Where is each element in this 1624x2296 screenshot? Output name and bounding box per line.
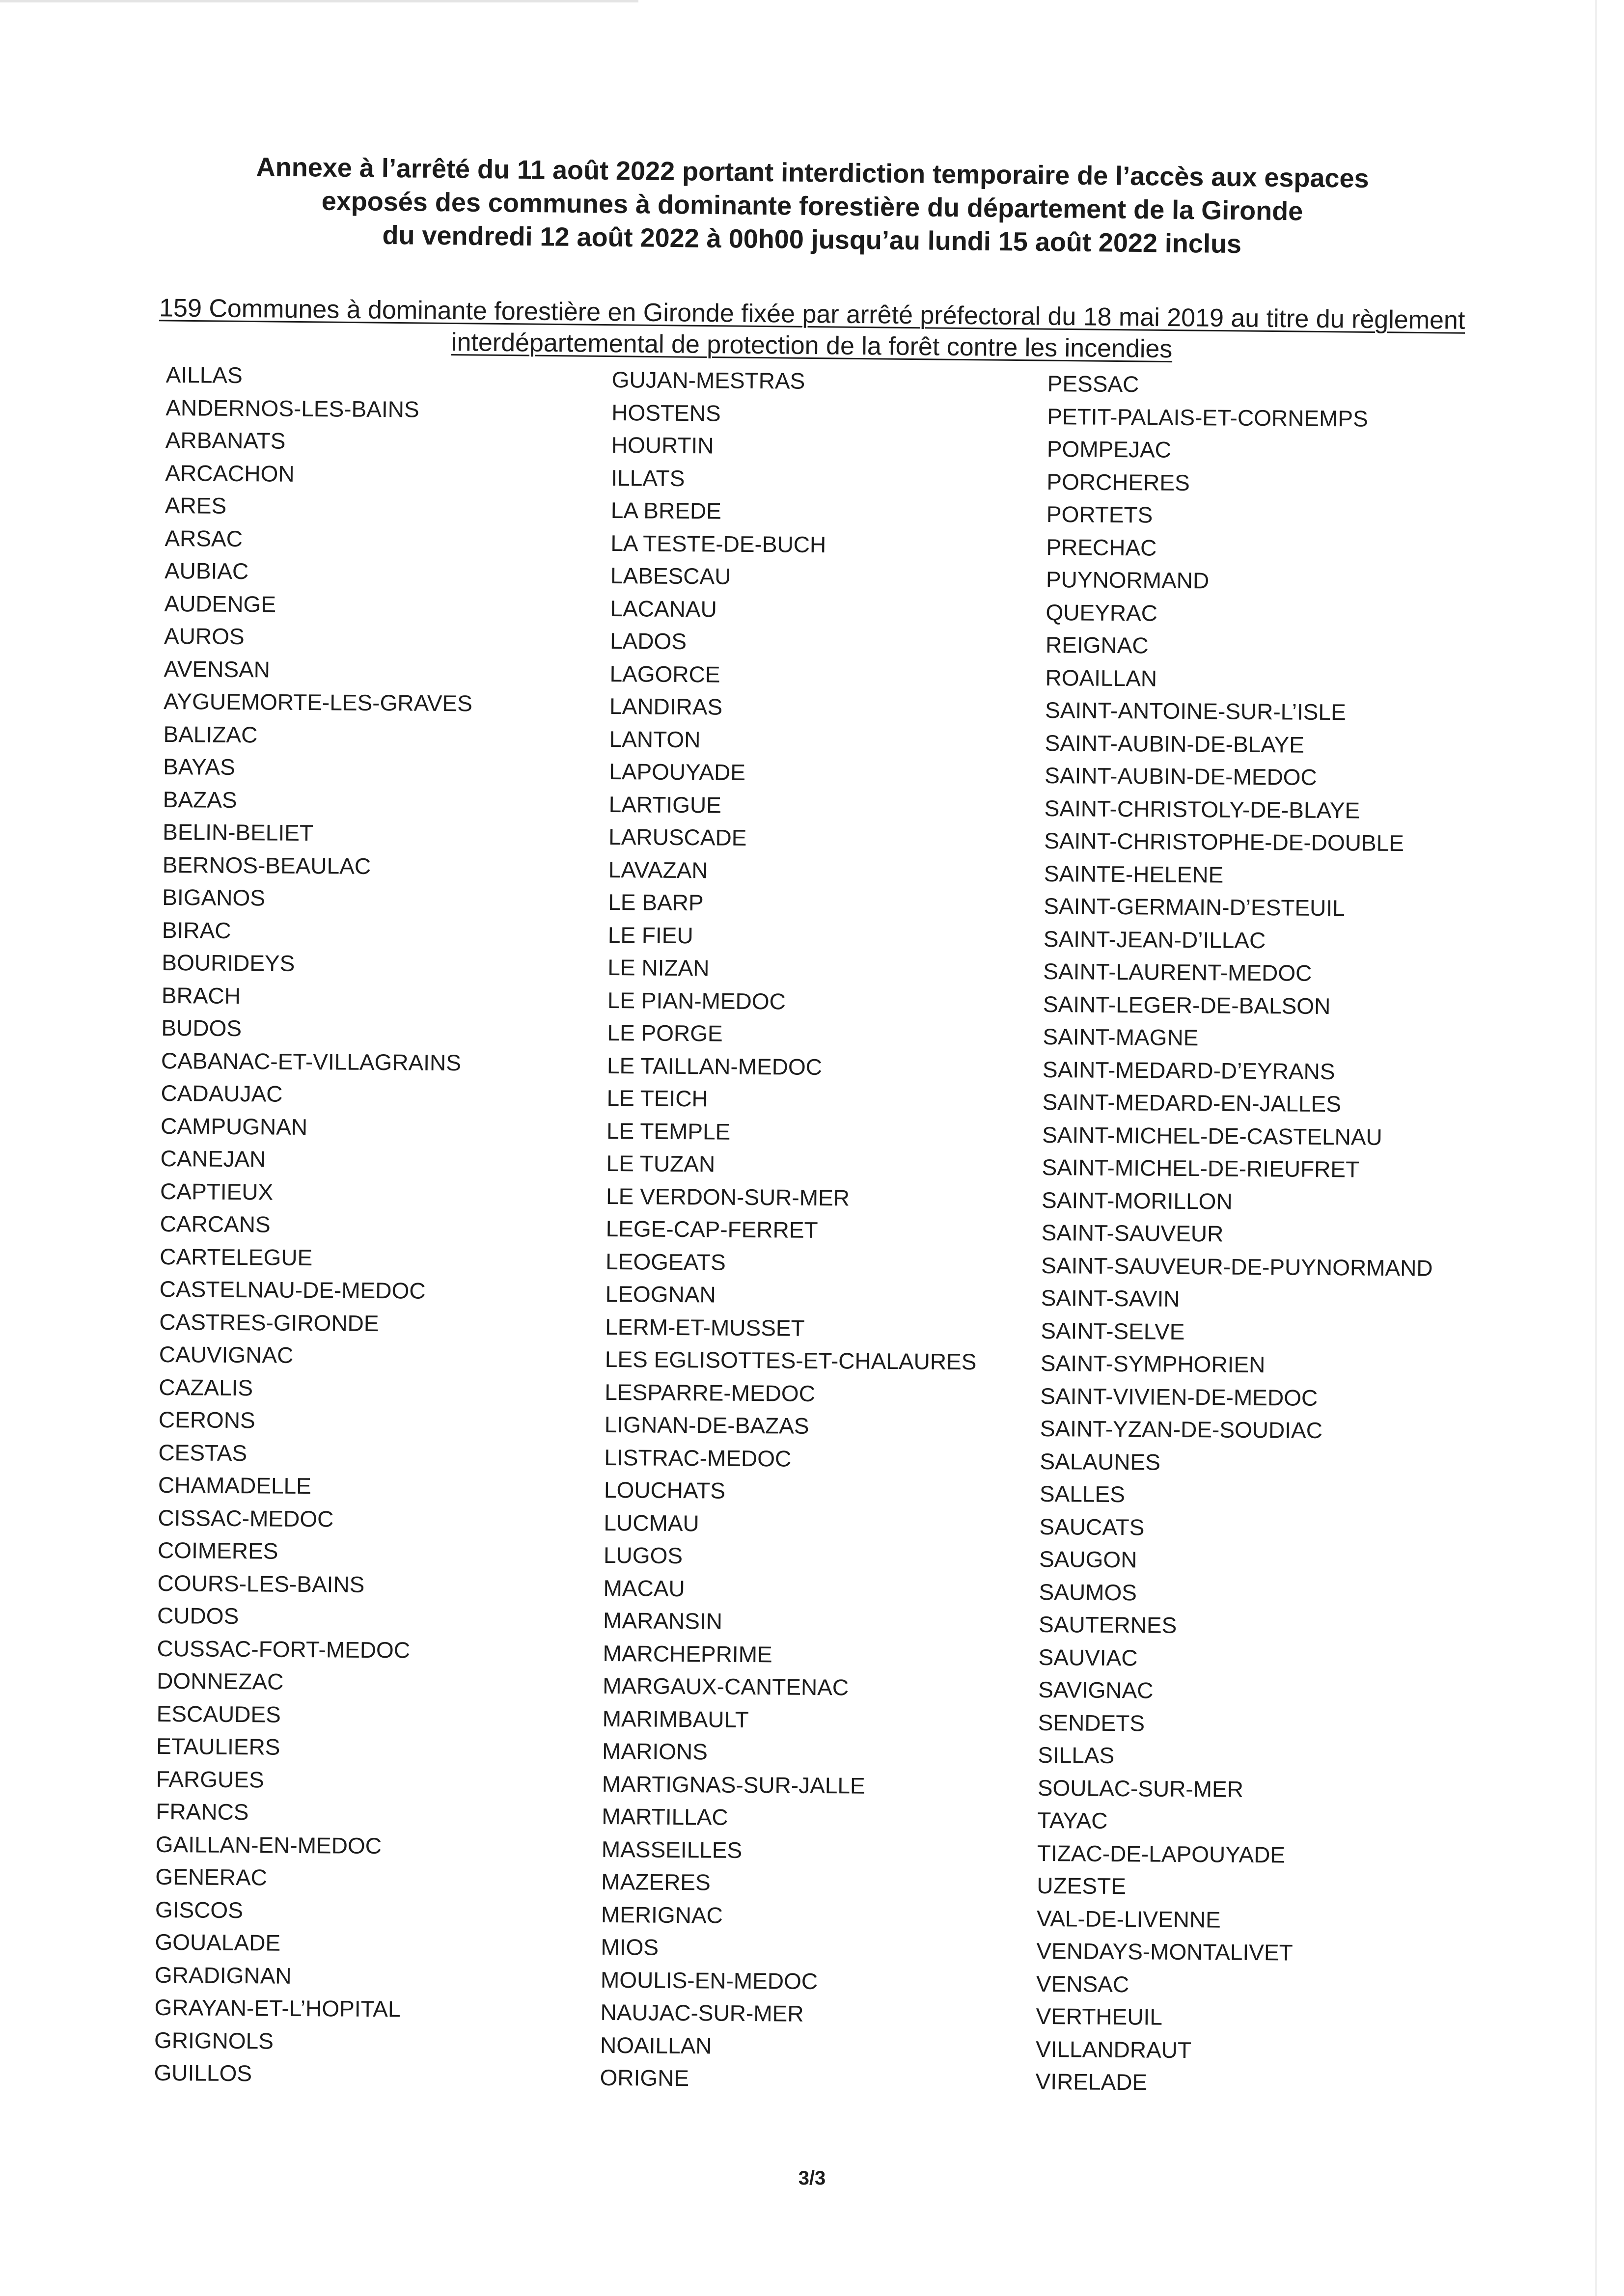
commune-item: ARCACHON — [165, 460, 295, 487]
title-line: exposés des communes à dominante forestière du département de la Gironde — [321, 186, 1303, 226]
commune-item: LESPARRE-MEDOC — [605, 1379, 816, 1406]
commune-item: SAINT-CHRISTOPHE-DE-DOUBLE — [1044, 827, 1404, 856]
commune-item: LERM-ET-MUSSET — [605, 1313, 805, 1341]
commune-item: ANDERNOS-LES-BAINS — [165, 394, 419, 422]
commune-item: CERONS — [158, 1406, 255, 1433]
commune-item: REIGNAC — [1045, 631, 1149, 658]
commune-item: LANDIRAS — [609, 693, 723, 720]
commune-item: SAINT-MICHEL-DE-CASTELNAU — [1042, 1121, 1382, 1150]
commune-item: GENERAC — [155, 1863, 268, 1890]
commune-item: LEOGNAN — [605, 1281, 716, 1308]
commune-item: DONNEZAC — [157, 1667, 284, 1695]
commune-item: AUDENGE — [164, 590, 276, 617]
commune-item: SAINT-JEAN-D’ILLAC — [1043, 926, 1266, 953]
commune-item: NAUJAC-SUR-MER — [600, 1999, 804, 2026]
commune-item: BELIN-BELIET — [163, 819, 314, 846]
commune-item: CAZALIS — [159, 1374, 253, 1400]
commune-item: AUBIAC — [164, 557, 249, 584]
commune-item: CUDOS — [157, 1602, 239, 1629]
commune-item: MARIONS — [602, 1738, 708, 1765]
commune-item: CASTELNAU-DE-MEDOC — [159, 1276, 426, 1304]
communes-column-1 — [154, 358, 608, 2092]
commune-item: LACANAU — [610, 595, 717, 622]
commune-item: SAINT-SELVE — [1041, 1317, 1185, 1344]
commune-item: NOAILLAN — [600, 2032, 712, 2059]
commune-item: GUJAN-MESTRAS — [611, 366, 805, 394]
commune-item: PETIT-PALAIS-ET-CORNEMPS — [1047, 403, 1368, 432]
commune-item: MERIGNAC — [601, 1901, 723, 1928]
commune-item: ROAILLAN — [1045, 664, 1157, 691]
commune-item: SAINT-MORILLON — [1041, 1187, 1233, 1214]
commune-item: SAUCATS — [1039, 1513, 1145, 1540]
commune-item: COIMERES — [157, 1537, 278, 1564]
commune-item: CAUVIGNAC — [159, 1341, 294, 1368]
subtitle-line: 159 Communes à dominante forestière en Gironde fixée par arrêté préfectoral du 18 mai 2019 au titre du règlement — [159, 294, 1465, 335]
commune-item: SALLES — [1039, 1480, 1126, 1507]
commune-item: SAINT-MEDARD-EN-JALLES — [1042, 1089, 1342, 1117]
commune-item: LADOS — [609, 628, 687, 655]
commune-item: LAPOUYADE — [609, 758, 746, 785]
document-title — [0, 148, 1624, 265]
title-line: du vendredi 12 août 2022 à 00h00 jusqu’au lundi 15 août 2022 inclus — [382, 220, 1242, 259]
commune-item: PESSAC — [1047, 370, 1139, 397]
commune-item: LUGOS — [603, 1542, 683, 1569]
commune-item: SAINT-SAUVEUR — [1041, 1219, 1224, 1247]
commune-item: CAPTIEUX — [160, 1178, 274, 1205]
commune-item: AYGUEMORTE-LES-GRAVES — [163, 688, 473, 716]
commune-item: SAINT-MEDARD-D’EYRANS — [1042, 1056, 1335, 1084]
commune-item: SAINT-LEGER-DE-BALSON — [1043, 991, 1331, 1019]
commune-item: LE PORGE — [607, 1019, 723, 1046]
commune-item: LE VERDON-SUR-MER — [606, 1183, 850, 1210]
commune-item: PRECHAC — [1046, 534, 1157, 561]
commune-item: BAZAS — [163, 786, 237, 813]
commune-item: SAINT-GERMAIN-D’ESTEUIL — [1044, 893, 1345, 921]
commune-item: SAINT-VIVIEN-DE-MEDOC — [1040, 1383, 1318, 1411]
commune-item: SAINT-SAVIN — [1041, 1285, 1180, 1312]
commune-item: LIGNAN-DE-BAZAS — [604, 1411, 809, 1439]
commune-item: SAINT-MICHEL-DE-RIEUFRET — [1042, 1154, 1360, 1182]
commune-item: AILLAS — [165, 361, 243, 388]
commune-item: LANTON — [609, 726, 701, 752]
commune-item: SAVIGNAC — [1038, 1676, 1154, 1703]
commune-item: SAINT-MAGNE — [1043, 1023, 1199, 1051]
commune-item: MARTIGNAS-SUR-JALLE — [602, 1771, 865, 1799]
commune-item: SALAUNES — [1040, 1448, 1161, 1475]
commune-item: CABANAC-ET-VILLAGRAINS — [161, 1047, 462, 1075]
commune-item: CARTELEGUE — [160, 1243, 313, 1270]
commune-item: GISCOS — [155, 1896, 244, 1923]
commune-item: GRADIGNAN — [154, 1962, 292, 1989]
commune-item: SAINT-AUBIN-DE-BLAYE — [1045, 730, 1305, 758]
commune-item: LES EGLISOTTES-ET-CHALAURES — [605, 1346, 977, 1375]
commune-item: MOULIS-EN-MEDOC — [600, 1967, 818, 1994]
commune-item: SAINT-AUBIN-DE-MEDOC — [1045, 762, 1317, 790]
commune-item: MARCHEPRIME — [603, 1640, 772, 1667]
commune-item: ILLATS — [611, 465, 685, 491]
commune-item: VENSAC — [1036, 1970, 1129, 1997]
commune-item: LE TEICH — [606, 1085, 708, 1112]
commune-item: POMPEJAC — [1046, 436, 1172, 463]
commune-item: MARGAUX-CANTENAC — [603, 1672, 849, 1700]
commune-item: SAINT-CHRISTOLY-DE-BLAYE — [1044, 795, 1360, 823]
commune-item: LA TESTE-DE-BUCH — [610, 530, 826, 557]
commune-item: CHAMADELLE — [158, 1472, 312, 1499]
commune-item: LOUCHATS — [604, 1476, 726, 1503]
document-subtitle — [0, 291, 1624, 369]
commune-item: LUCMAU — [604, 1509, 699, 1536]
commune-item: GAILLAN-EN-MEDOC — [155, 1831, 382, 1859]
commune-item: GUILLOS — [154, 2059, 252, 2086]
commune-item: TAYAC — [1037, 1807, 1108, 1833]
scan-top-edge — [0, 0, 638, 2]
commune-item: FRANCS — [156, 1798, 249, 1825]
commune-item: AUROS — [164, 623, 245, 650]
commune-item: LABESCAU — [610, 562, 731, 589]
commune-item: MACAU — [603, 1575, 685, 1601]
commune-item: SAUVIAC — [1038, 1644, 1138, 1670]
commune-item: SAINT-SAUVEUR-DE-PUYNORMAND — [1041, 1252, 1433, 1281]
commune-item: HOSTENS — [611, 399, 721, 426]
communes-column-3 — [1035, 367, 1489, 2101]
commune-item: CARCANS — [160, 1210, 271, 1237]
commune-item: CESTAS — [158, 1439, 248, 1466]
commune-item: HOURTIN — [611, 432, 714, 459]
commune-item: MARANSIN — [603, 1607, 723, 1634]
commune-item: ESCAUDES — [156, 1700, 281, 1727]
commune-item: LEOGEATS — [606, 1248, 726, 1275]
commune-item: BERNOS-BEAULAC — [162, 851, 371, 879]
commune-item: SAINT-LAURENT-MEDOC — [1043, 958, 1312, 986]
commune-item: ARBANATS — [165, 427, 286, 454]
title-line: Annexe à l’arrêté du 11 août 2022 portant interdiction temporaire de l’accès aux espaces — [256, 152, 1369, 193]
commune-item: BOURIDEYS — [162, 949, 295, 976]
commune-item: VIRELADE — [1035, 2068, 1148, 2095]
commune-item: MASSEILLES — [601, 1836, 743, 1863]
commune-item: BALIZAC — [163, 721, 258, 747]
commune-item: LE TAILLAN-MEDOC — [606, 1052, 823, 1080]
commune-item: GRIGNOLS — [154, 2027, 274, 2054]
commune-item: PORTETS — [1046, 501, 1153, 528]
commune-item: SENDETS — [1038, 1709, 1145, 1736]
commune-item: VAL-DE-LIVENNE — [1036, 1905, 1221, 1933]
commune-item: CUSSAC-FORT-MEDOC — [157, 1635, 411, 1663]
commune-item: LE NIZAN — [607, 954, 710, 981]
commune-item: PUYNORMAND — [1046, 566, 1210, 594]
commune-item: LA BREDE — [610, 497, 722, 524]
commune-item: BRACH — [161, 982, 241, 1009]
commune-item: LISTRAC-MEDOC — [604, 1444, 792, 1472]
commune-item: LEGE-CAP-FERRET — [606, 1215, 818, 1243]
commune-item: MIOS — [601, 1934, 659, 1960]
commune-item: CADAUJAC — [161, 1080, 283, 1107]
commune-item: VENDAYS-MONTALIVET — [1036, 1938, 1293, 1966]
commune-item: LARTIGUE — [608, 791, 722, 818]
commune-item: SAUGON — [1039, 1546, 1137, 1573]
commune-item: ORIGNE — [600, 2064, 689, 2091]
commune-item: GOUALADE — [155, 1929, 281, 1956]
subtitle-line: interdépartemental de protection de la forêt contre les incendies — [451, 328, 1173, 364]
commune-item: UZESTE — [1037, 1872, 1127, 1899]
commune-item: LARUSCADE — [608, 823, 747, 850]
commune-item: BIGANOS — [162, 884, 266, 911]
commune-item: LAGORCE — [609, 660, 720, 687]
commune-item: SAINT-ANTOINE-SUR-L’ISLE — [1045, 697, 1346, 725]
commune-item: QUEYRAC — [1046, 599, 1158, 626]
commune-item: MARTILLAC — [602, 1803, 728, 1830]
commune-item: FARGUES — [156, 1766, 264, 1792]
commune-item: MARIMBAULT — [602, 1705, 749, 1732]
commune-item: MAZERES — [601, 1868, 711, 1895]
commune-item: CISSAC-MEDOC — [158, 1504, 334, 1531]
commune-item: PORCHERES — [1046, 468, 1190, 495]
commune-item: SAUMOS — [1039, 1579, 1137, 1605]
commune-item: BIRAC — [162, 917, 231, 943]
communes-column-2 — [600, 363, 1054, 2097]
commune-item: VILLANDRAUT — [1035, 2036, 1192, 2063]
commune-item: ARSAC — [165, 525, 243, 551]
commune-item: CAMPUGNAN — [160, 1113, 308, 1140]
commune-item: LE PIAN-MEDOC — [607, 987, 786, 1014]
commune-item: LE TUZAN — [606, 1150, 716, 1177]
commune-item: LE BARP — [608, 889, 704, 916]
commune-item: ARES — [165, 492, 227, 519]
commune-item: LE TEMPLE — [606, 1118, 731, 1145]
commune-item: SAINT-SYMPHORIEN — [1040, 1350, 1266, 1378]
commune-item: COURS-LES-BAINS — [157, 1570, 365, 1597]
commune-item: CANEJAN — [160, 1145, 266, 1172]
commune-item: GRAYAN-ET-L’HOPITAL — [154, 1994, 401, 2022]
commune-item: LE FIEU — [607, 922, 693, 948]
page-number: 3/3 — [798, 2167, 826, 2189]
commune-item: SOULAC-SUR-MER — [1037, 1775, 1244, 1802]
commune-item: SAINTE-HELENE — [1044, 860, 1224, 888]
commune-item: BAYAS — [163, 753, 235, 780]
commune-item: SAINT-YZAN-DE-SOUDIAC — [1040, 1415, 1323, 1443]
commune-item: SAUTERNES — [1038, 1611, 1177, 1638]
commune-item: SILLAS — [1038, 1742, 1115, 1769]
commune-item: LAVAZAN — [608, 856, 708, 883]
commune-item: TIZAC-DE-LAPOUYADE — [1037, 1840, 1286, 1867]
commune-item: AVENSAN — [164, 656, 271, 682]
commune-item: VERTHEUIL — [1036, 2003, 1163, 2030]
commune-item: CASTRES-GIRONDE — [159, 1309, 379, 1336]
commune-item: BUDOS — [161, 1014, 242, 1041]
commune-item: ETAULIERS — [156, 1733, 280, 1760]
